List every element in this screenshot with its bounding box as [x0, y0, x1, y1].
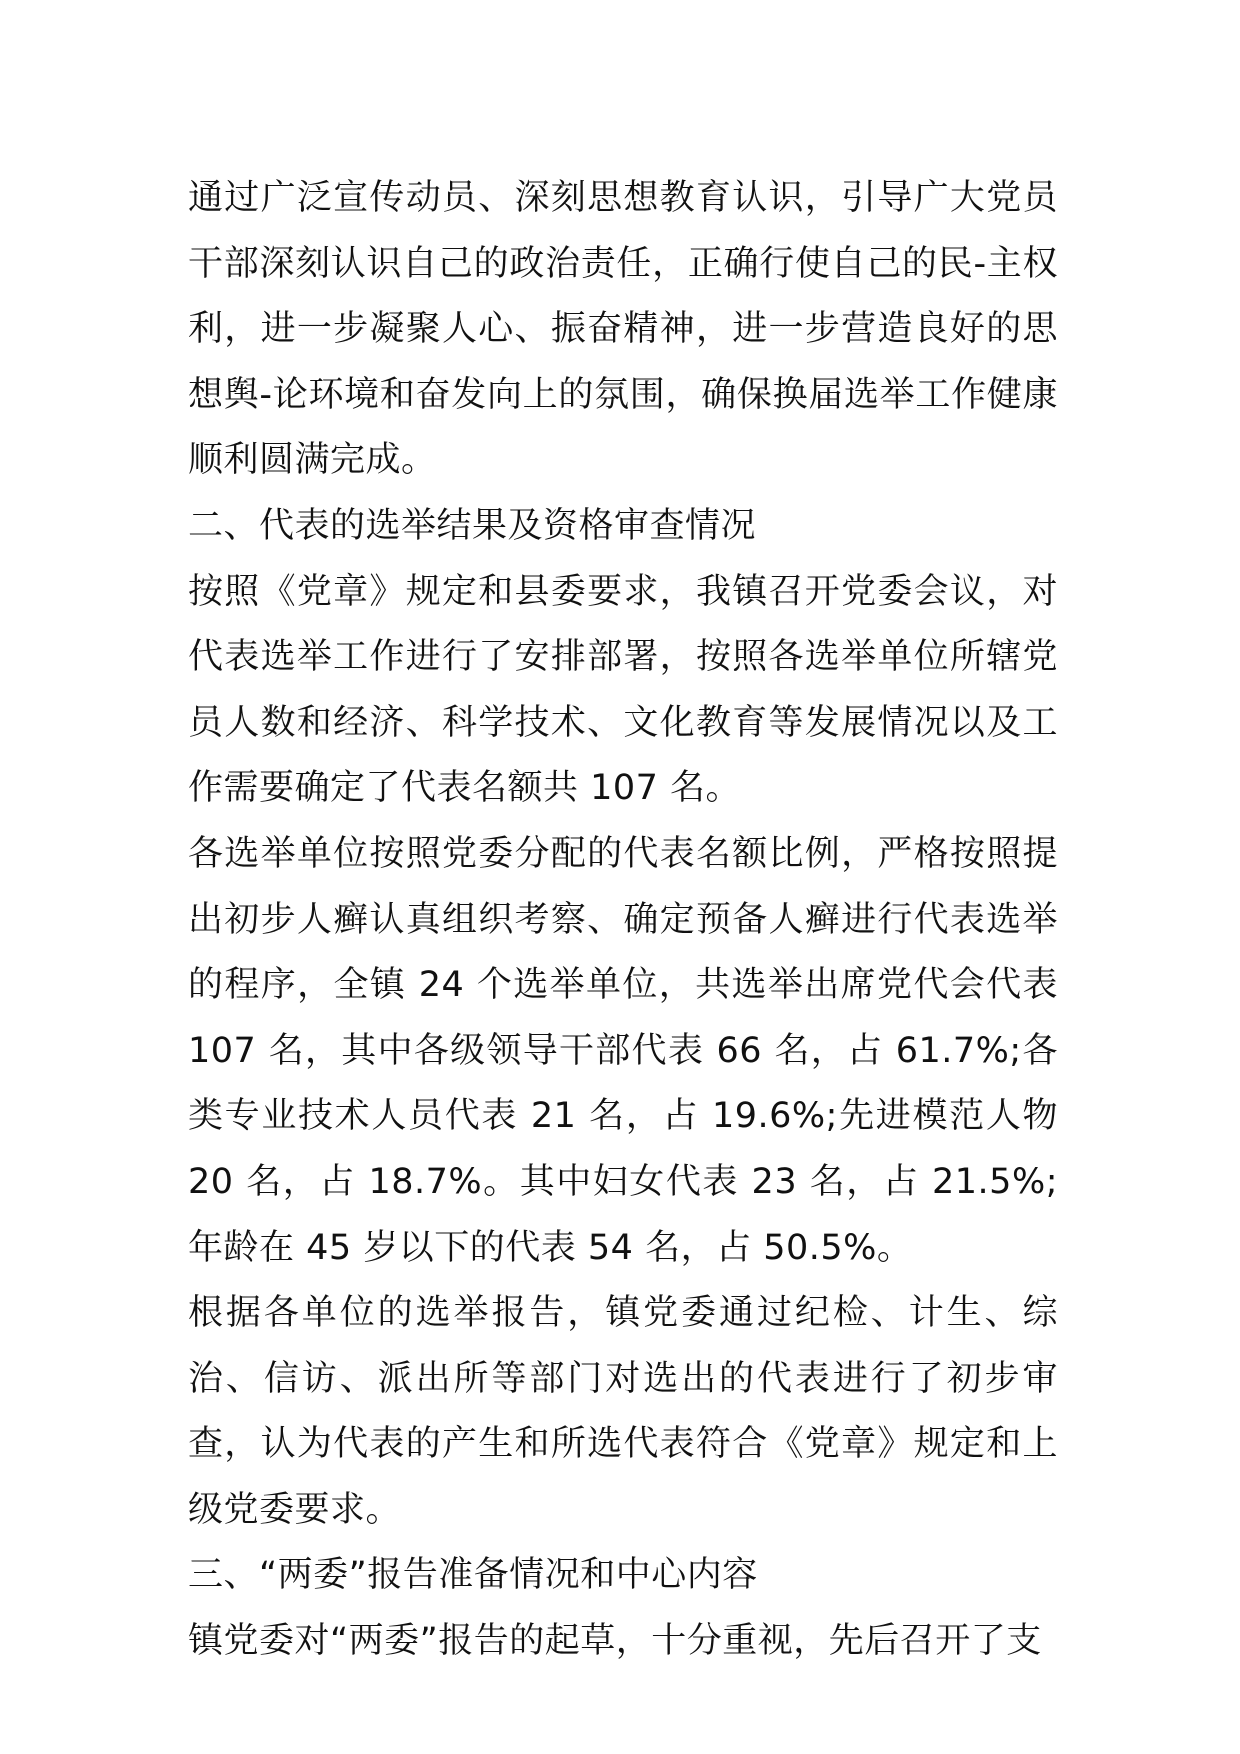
paragraph-election-results: 各选举单位按照党委分配的代表名额比例，严格按照提出初步人癣认真组织考察、确定预备人癣进行代表选举的程序，全镇 24 个选举单位，共选举出席党代会代表 107 名，其中各级领导干部代表 66 名，占 61.7%;各类专业技术人员代表 21 名，占 19.6%;先进模范人物 20 名，占 18.7%。其中妇女代表 23 名，占 21.5%;年龄在 45 岁以下的代表 54 名，占 50.5%。: [188, 833, 1058, 1268]
paragraph-quota: 按照《党章》规定和县委要求，我镇召开党委会议，对代表选举工作进行了安排部署，按照各选举单位所辖党员人数和经济、科学技术、文化教育等发展情况以及工作需要确定了代表名额共 107 名。: [188, 571, 1058, 809]
paragraph-qualification-review: 根据各单位的选举报告，镇党委通过纪检、计生、综治、信访、派出所等部门对选出的代表进行了初步审查，认为代表的产生和所选代表符合《党章》规定和上级党委要求。: [188, 1293, 1058, 1530]
paragraph-report-drafting: 镇党委对“两委”报告的起草，十分重视，先后召开了支: [188, 1621, 1042, 1662]
document-body: [188, 166, 1058, 1675]
section-heading-3: 三、“两委”报告准备情况和中心内容: [188, 1555, 758, 1596]
section-heading-2: 二、代表的选举结果及资格审查情况: [188, 505, 757, 546]
paragraph-intro: 通过广泛宣传动员、深刻思想教育认识，引导广大党员干部深刻认识自己的政治责任，正确行使自己的民-主权利，进一步凝聚人心、振奋精神，进一步营造良好的思想舆-论环境和奋发向上的氛围，确保换届选举工作健康顺利圆满完成。: [188, 178, 1058, 481]
